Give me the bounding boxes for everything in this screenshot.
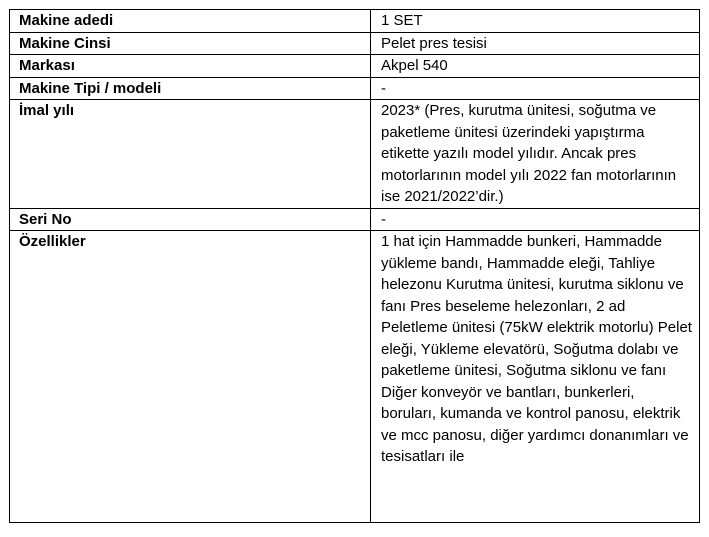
label-machine-count: Makine adedi	[10, 10, 371, 33]
label-model: Makine Tipi / modeli	[10, 77, 371, 100]
label-features: Özellikler	[10, 231, 371, 523]
row-manufacture-year	[10, 100, 700, 209]
row-serial-no	[10, 208, 700, 231]
label-brand: Markası	[10, 55, 371, 78]
value-manufacture-year: 2023* (Pres, kurutma ünitesi, soğutma ve paketleme ünitesi üzerindeki yapıştırma etikette yazılı model yılıdır. Ancak pres motorlarının model yılı 2022 fan motorlarının ise 2021/2022’dir.)	[371, 100, 700, 209]
row-features	[10, 231, 700, 523]
value-machine-count: 1 SET	[371, 10, 700, 33]
label-machine-type: Makine Cinsi	[10, 32, 371, 55]
value-features: 1 hat için Hammadde bunkeri, Hammadde yükleme bandı, Hammadde eleği, Tahliye helezonu Kurutma ünitesi, kurutma siklonu ve fanı Pres beseleme helezonları, 2 ad Peletleme ünitesi (75kW elektrik motorlu) Pelet eleği, Yükleme elevatörü, Soğutma dolabı ve paketleme ünitesi, Soğutma siklonu ve fanı Diğer konveyör ve bantları, bunkerleri, boruları, kumanda ve kontrol panosu, elektrik ve mcc panosu, diğer yardımcı donanımları ve tesisatları ile	[371, 231, 700, 523]
machine-spec-table	[9, 9, 700, 523]
value-brand: Akpel 540	[371, 55, 700, 78]
label-serial-no: Seri No	[10, 208, 371, 231]
row-brand	[10, 55, 700, 78]
value-model: -	[371, 77, 700, 100]
label-manufacture-year: İmal yılı	[10, 100, 371, 209]
value-serial-no: -	[371, 208, 700, 231]
value-machine-type: Pelet pres tesisi	[371, 32, 700, 55]
row-machine-count	[10, 10, 700, 33]
row-machine-type	[10, 32, 700, 55]
row-model	[10, 77, 700, 100]
